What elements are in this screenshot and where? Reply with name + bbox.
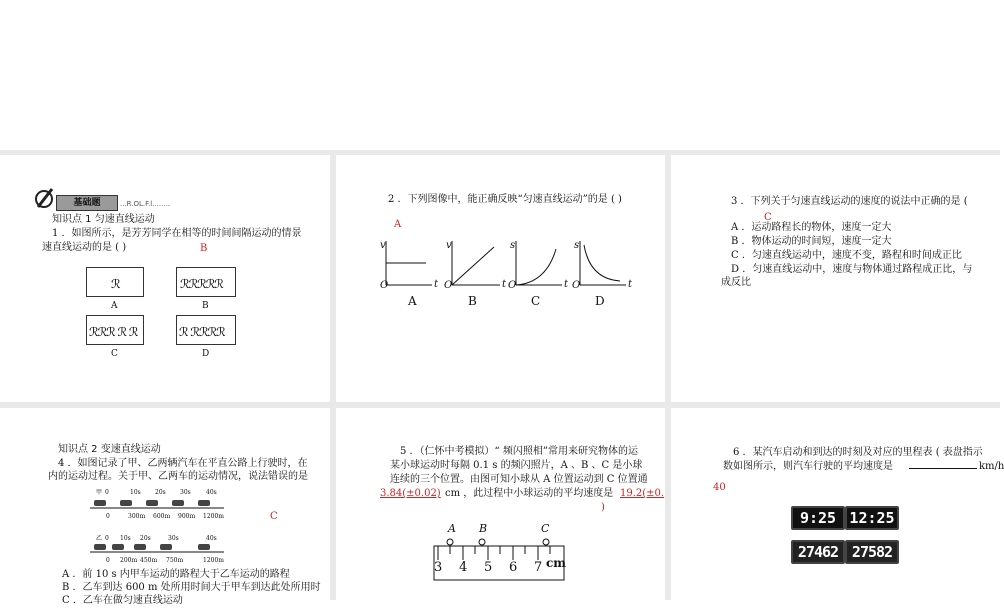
point-title-2: 知识点 2 变速直线运动 [58,444,161,455]
jia-dist-3: 900m [178,513,196,520]
jia-time-0: 0 [105,489,109,496]
ruler-num-7: 7 [534,560,543,575]
ruler-label-a: A [448,522,456,535]
ruler-num-4: 4 [459,560,468,575]
yi-time-2: 20s [140,535,151,542]
answer-1: B [200,243,208,254]
question-2: 2 ．下列图像中，能正确反映“匀速直线运动”的是 ( ) [388,194,622,205]
jia-time-4: 40s [206,489,217,496]
option-4c: C ．乙车在做匀速直线运动 [62,595,183,606]
option-a-label: A [111,301,118,311]
question-6-line-2: 数如图所示，则汽车行驶的平均速度是 [723,461,893,472]
ruler-label-b: B [479,522,488,535]
jia-time-3: 30s [180,489,191,496]
yi-time-3: 30s [168,535,179,542]
pencil-icon [34,185,56,211]
section-banner [34,185,184,213]
question-5-unit: cm ，此过程中小球运动的平均速度是 [445,488,614,499]
slide-2[interactable] [336,155,665,402]
graph-d-x: t [628,279,633,290]
option-3b: B ．物体运动的时间短，速度一定大 [731,236,892,247]
yi-label: 乙 [96,535,103,542]
answer-5-close: ) [601,502,605,513]
svg-text:ℛℛℛℛℛ: ℛℛℛℛℛ [180,277,223,291]
answer-6-blank [909,468,977,469]
graph-d-y: s [574,240,580,251]
jia-time-2: 20s [155,489,166,496]
ruler-num-3: 3 [434,560,443,575]
question-3: 3 ．下列关于匀速直线运动的速度的说法中正确的是 ( [731,196,968,207]
question-1-line-2: 速直线运动的是 ( ) [42,242,127,253]
graph-d-origin: O [572,280,581,291]
end-time-display: 12:25 [845,506,899,530]
graph-a-y: v [380,240,386,251]
option-b-figure [176,267,236,297]
graph-b-label: B [468,294,477,308]
question-1-line-1: 1 ．如图所示，是芳芳同学在相等的时间间隔运动的情景 [52,228,302,239]
yi-time-0: 0 [105,535,109,542]
start-odometer: 27462 [791,540,845,564]
yi-dist-1: 200m [120,557,138,564]
graph-c-label: C [531,294,541,308]
option-c-figure [86,315,144,345]
question-5-line-1: 5 ．（仁怀中考模拟）“ 频闪照相”常用来研究物体的运 [400,446,638,457]
slide-6[interactable] [671,408,1004,600]
banner-tail: ...R.OL.F.l........ [120,200,171,208]
yi-track [88,538,228,554]
option-3d: D ．匀速直线运动中，速度与物体通过路程成正比，与 [731,264,973,275]
slide-1[interactable] [0,155,330,402]
option-b-label: B [202,301,209,311]
option-3c: C ．匀速直线运动中，速度不变，路程和时间成正比 [731,250,962,261]
graph-d-label: D [595,294,605,308]
jia-label: 甲 [96,489,103,496]
question-5-line-3: 连续的三个位置。由图可知小球从 A 位置运动到 C 位置通 [390,474,648,485]
svg-text:ℛ ℛℛℛℛ: ℛ ℛℛℛℛ [179,325,225,339]
option-4a: A ．前 10 s 内甲车运动的路程大于乙车运动的路程 [62,569,290,580]
point-title: 知识点 1 匀速直线运动 [52,214,155,225]
graph-c-x: t [564,279,569,290]
answer-2: A [394,219,402,230]
slide-3[interactable] [671,155,1000,402]
ruler-num-5: 5 [484,560,493,575]
yi-dist-3: 750m [166,557,184,564]
jia-dist-4: 1200m [203,513,224,520]
yi-time-1: 10s [120,535,131,542]
answer-5a: 3.84(±0.02) [380,488,441,499]
start-time-display: 9:25 [791,506,845,530]
option-a-figure [86,267,144,297]
jia-track [88,494,228,510]
banner-label: 基础题 [56,195,118,211]
question-4-line-2: 内的运动过程。关于甲、乙两车的运动情况，说法错误的是 [48,471,308,482]
graph-b-origin: O [444,280,453,291]
question-6-line-1: 6 ．某汽车启动和到达的时刻及对应的里程表 ( 表盘指示 [733,447,983,458]
yi-dist-2: 450m [140,557,158,564]
answer-6: 40 [713,482,726,493]
answer-5b: 19.2(±0. [620,488,665,499]
slide-5[interactable] [336,408,665,600]
yi-dist-4: 1200m [203,557,224,564]
jia-dist-1: 300m [128,513,146,520]
option-c-label: C [111,349,118,359]
option-3a: A ．运动路程长的物体，速度一定大 [731,222,892,233]
yi-time-4: 40s [206,535,217,542]
answer-4: C [270,511,278,522]
jia-time-1: 10s [130,489,141,496]
graph-c-origin: O [508,280,517,291]
graph-b-x: t [502,279,507,290]
yi-dist-0: 0 [106,557,110,564]
option-d-figure [176,315,236,345]
question-4-line-1: 4 ．如图记录了甲、乙两辆汽车在平直公路上行驶时，在 [58,458,308,469]
svg-text:ℛℛℛ ℛ ℛ: ℛℛℛ ℛ ℛ [89,325,138,339]
graph-b-y: v [446,240,452,251]
ruler-label-c: C [541,522,550,535]
graph-c-y: s [510,240,516,251]
question-5-line-2: 某小球运动时每隔 0.1 s 的频闪照片，A 、B 、C 是小球 [390,460,643,471]
ruler-num-6: 6 [509,560,518,575]
graph-a-x: t [434,279,439,290]
graph-a-origin: O [380,280,389,291]
option-d-label: D [202,349,210,359]
jia-dist-2: 600m [153,513,171,520]
question-6-unit: km/h [979,461,1004,472]
option-3d-tail: 成反比 [721,277,751,288]
end-odometer: 27582 [845,540,899,564]
slide-4[interactable] [0,408,330,606]
graph-a-label: A [408,294,417,308]
jia-dist-0: 0 [106,513,110,520]
svg-text:ℛ: ℛ [111,277,121,291]
ruler-unit: cm [546,556,567,570]
answer-3: C [764,212,772,223]
option-4b: B ．乙车到达 600 m 处所用时间大于甲车到达此处所用时 [62,582,321,593]
